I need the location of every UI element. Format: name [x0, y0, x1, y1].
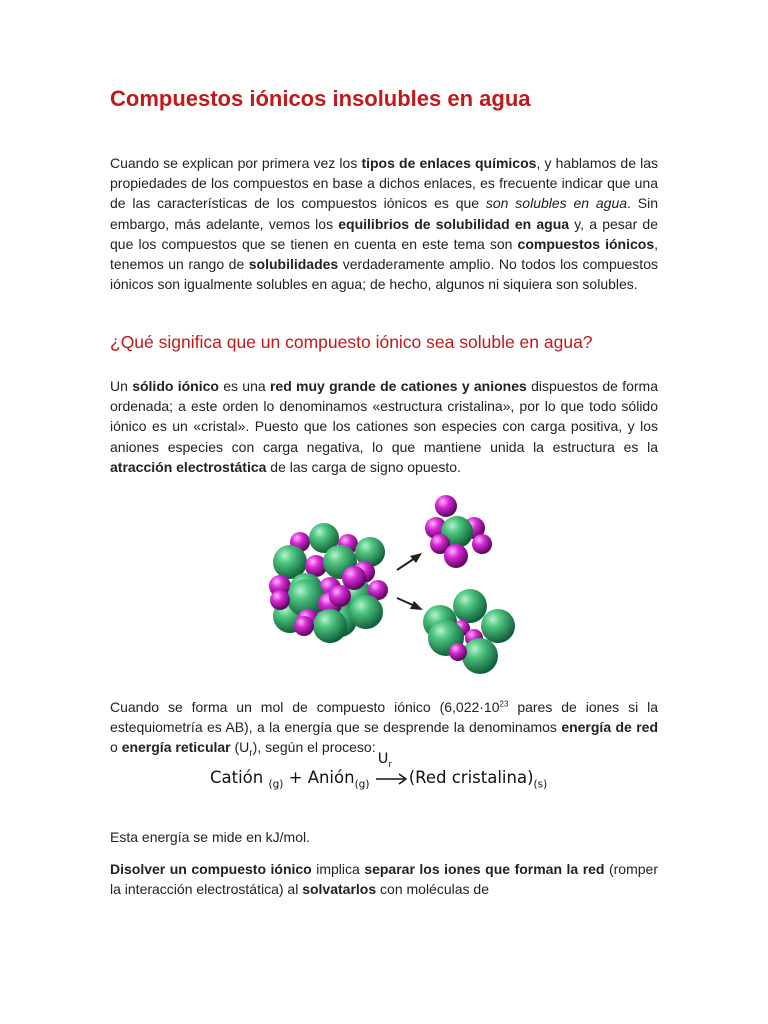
lattice-energy-paragraph: [110, 697, 658, 758]
exponent: 23: [499, 699, 509, 709]
page-title: Compuestos iónicos insolubles en agua: [110, 86, 531, 111]
bold-solubilidades: solubilidades: [248, 256, 339, 273]
anion-sphere: [449, 643, 467, 661]
anion-sphere: [329, 585, 351, 607]
bold-compuestos-ionicos: compuestos iónicos: [517, 235, 655, 252]
crystal-lattice: [269, 523, 388, 643]
bold-solvatarlos: solvatarlos: [302, 881, 377, 898]
text-run: con moléculas de: [376, 881, 489, 898]
text-run: Un: [110, 378, 133, 394]
eq-energy-label: [377, 750, 393, 770]
arrow-down-right-icon: [397, 598, 423, 610]
text-run: pares de iones si la estequiometría es AB), a la energía que se desprende la denominamos: [110, 699, 658, 736]
arrow-up-right-icon: [397, 553, 422, 570]
anion-sphere: [444, 544, 468, 568]
eq-energy: U: [377, 750, 389, 767]
bold-disolver: Disolver un compuesto iónico: [110, 861, 312, 877]
text-run: , y hablamos de las propiedades de los compuestos en base a dichos enlaces, es frecuente indicar que una de las características de los compuestos iónicos es que: [110, 155, 658, 212]
eq-cation: Catión: [210, 768, 264, 787]
dissolve-paragraph: [110, 859, 658, 899]
subscript: r: [249, 748, 253, 760]
italic-run: son solubles en agua: [485, 195, 628, 212]
cation-sphere: [349, 595, 383, 629]
units-paragraph: Esta energía se mide en kJ/mol.: [110, 829, 310, 845]
bold-solido-ionico: sólido iónico: [132, 378, 219, 394]
eq-anion-state: (g): [354, 778, 370, 791]
anion-cluster: [425, 495, 492, 568]
bold-separar-iones: separar los iones que forman la red: [364, 861, 605, 877]
text-run: (U: [230, 739, 250, 756]
text-run: o: [110, 739, 122, 756]
bold-energia-reticular: energía reticular: [121, 739, 231, 756]
anion-sphere: [294, 616, 314, 636]
bold-red-cationes-aniones: red muy grande de cationes y aniones: [269, 378, 527, 394]
anion-sphere: [472, 534, 492, 554]
cation-cluster: [423, 589, 515, 674]
eq-energy-sub: r: [388, 759, 393, 770]
text-run: . Sin embargo, más adelante, vemos los: [110, 195, 659, 232]
text-run: dispuestos de forma ordenada; a este orden lo denominamos «estructura cristalina», por lo que todo sólido iónico es un «cristal». Puesto que los cationes son especies con carga positiva, y los aniones especies con carga negativa, lo que mantiene unida la estructura es la: [110, 378, 658, 455]
eq-anion: Anión: [307, 768, 355, 787]
text-run: de las carga de signo opuesto.: [266, 458, 461, 475]
bold-energia-red: energía de red: [561, 719, 658, 736]
text-run: ), según el proceso:: [252, 739, 376, 756]
anion-sphere: [435, 495, 457, 517]
eq-product: (Red cristalina): [408, 768, 534, 787]
cation-sphere: [462, 638, 498, 674]
bold-equilibrios: equilibrios de solubilidad en agua: [338, 215, 570, 232]
reaction-arrow: [375, 750, 409, 788]
anion-sphere: [270, 590, 290, 610]
bold-link-tipos-enlaces: tipos de enlaces químicos: [361, 155, 537, 171]
right-arrow-icon: [375, 770, 409, 788]
eq-cation-state: (g): [268, 778, 284, 791]
text-run: implica: [311, 861, 365, 877]
bold-atraccion: atracción electrostática: [110, 458, 267, 475]
ionic-crystal-dissolution-figure: [260, 492, 520, 692]
anion-sphere: [342, 566, 366, 590]
text-run: Cuando se explican por primera vez los: [110, 155, 362, 171]
text-run: es una: [218, 378, 270, 394]
cation-sphere: [481, 609, 515, 643]
text-run: verdaderamente amplio. No todos los compuestos iónicos son igualmente solubles en agua; de hecho, algunos ni siquiera son solubles.: [110, 256, 658, 293]
eq-product-state: (s): [533, 778, 548, 791]
section-heading: ¿Qué significa que un compuesto iónico sea soluble en agua?: [110, 332, 593, 352]
text-run: , tenemos un rango de: [110, 235, 659, 273]
ionic-solid-paragraph: [110, 376, 658, 477]
intro-paragraph: [110, 153, 658, 294]
text-run: y, a pesar de que los compuestos que se tienen en cuenta en este tema son: [110, 215, 658, 252]
text-run: Cuando se forma un mol de compuesto iónico (6,022·10: [110, 699, 500, 715]
text-run: (romper la interacción electrostática) al: [110, 861, 658, 898]
cation-sphere: [313, 609, 347, 643]
cation-sphere: [453, 589, 487, 623]
lattice-energy-equation: [210, 750, 548, 791]
eq-plus: +: [288, 768, 303, 787]
